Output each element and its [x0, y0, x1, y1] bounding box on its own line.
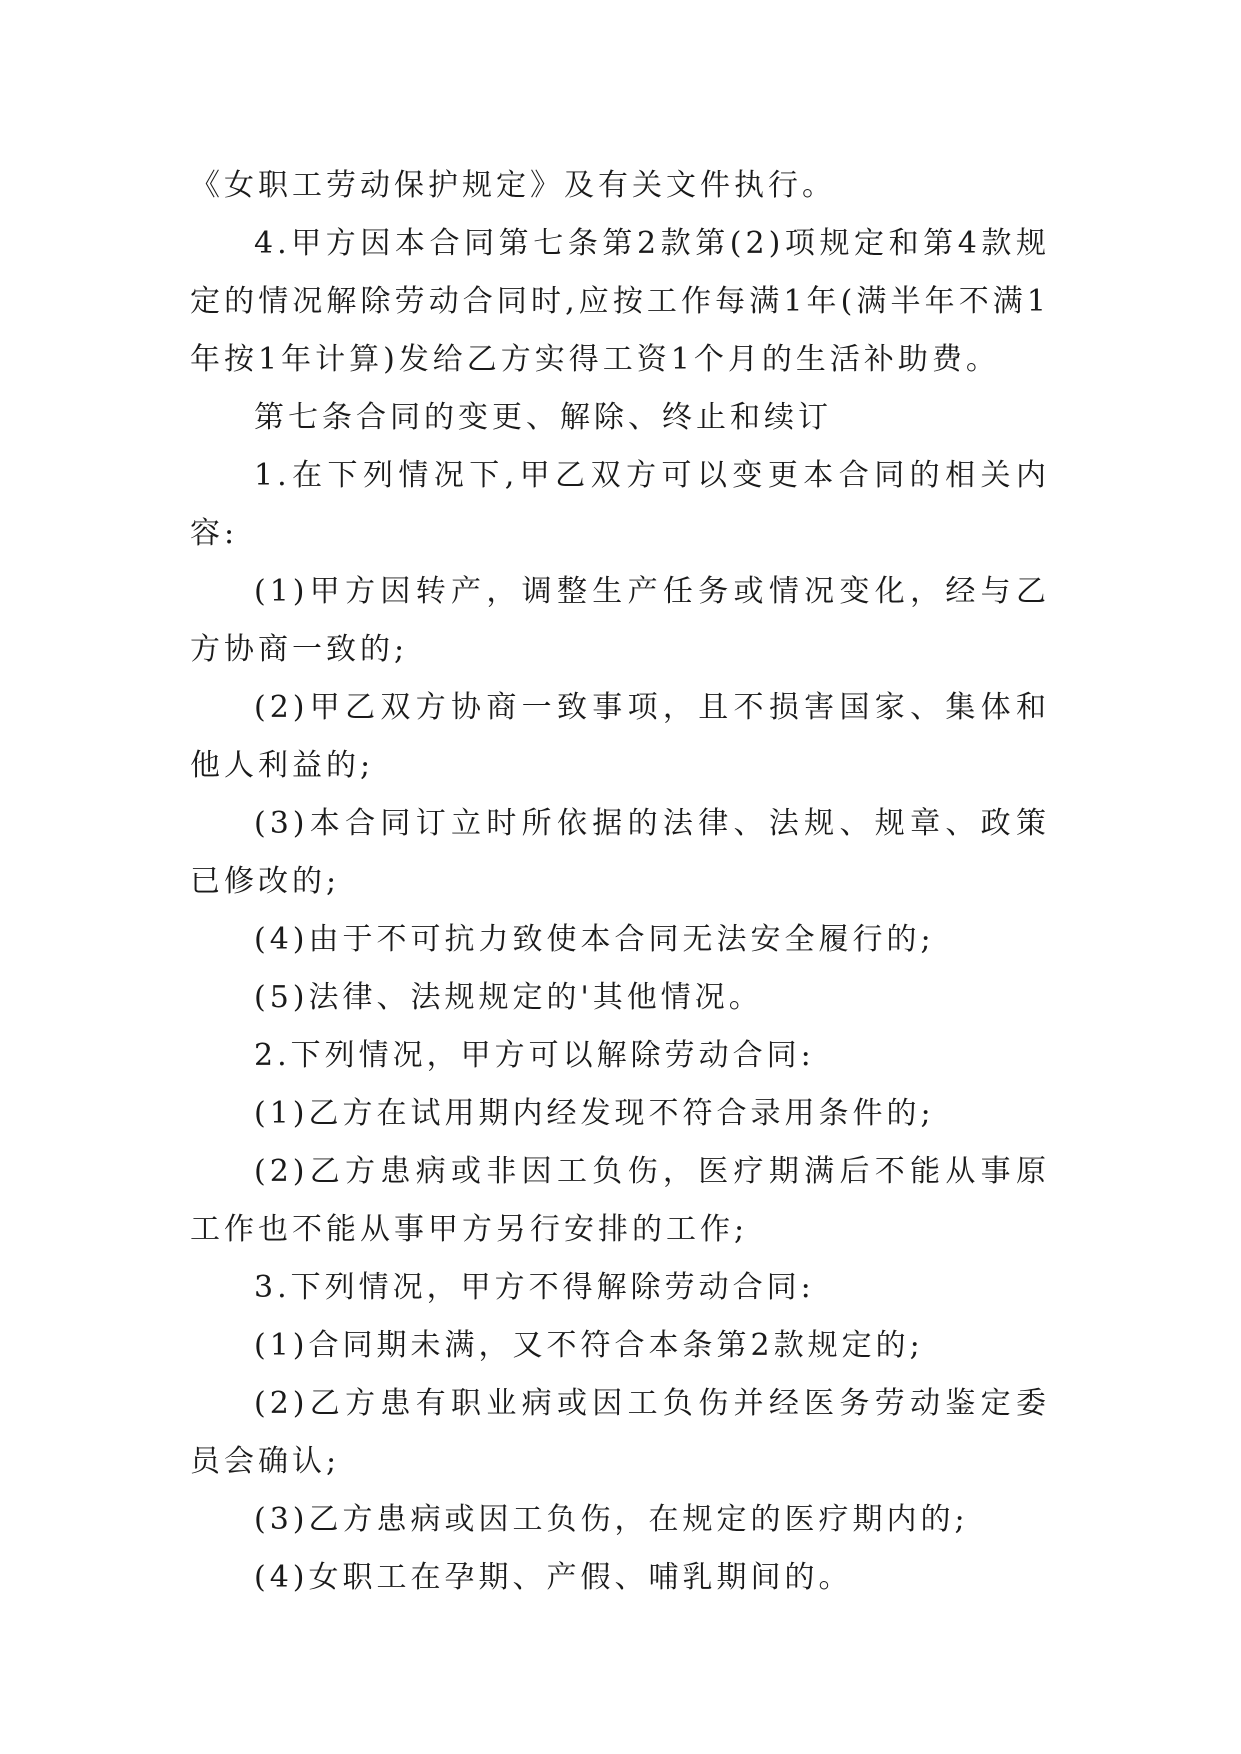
list-item: (2)甲乙双方协商一致事项，且不损害国家、集体和他人利益的; [190, 690, 1050, 783]
list-item: (3)乙方患病或因工负伤，在规定的医疗期内的; [254, 1502, 969, 1537]
paragraph: 《女职工劳动保护规定》及有关文件执行。 [190, 168, 836, 203]
section-heading: 第七条合同的变更、解除、终止和续订 [254, 400, 832, 435]
paragraph: 2.下列情况，甲方可以解除劳动合同: [254, 1038, 815, 1073]
list-item: (4)由于不可抗力致使本合同无法安全履行的; [254, 922, 935, 957]
list-item: (2)乙方患病或非因工负伤，医疗期满后不能从事原工作也不能从事甲方另行安排的工作; [190, 1154, 1050, 1247]
list-item: (1)合同期未满，又不符合本条第2款规定的; [254, 1328, 924, 1363]
list-item: (1)甲方因转产，调整生产任务或情况变化，经与乙方协商一致的; [190, 574, 1050, 667]
paragraph: 1.在下列情况下,甲乙双方可以变更本合同的相关内容: [190, 458, 1050, 551]
list-item: (2)乙方患有职业病或因工负伤并经医务劳动鉴定委员会确认; [190, 1386, 1050, 1479]
paragraph: 3.下列情况，甲方不得解除劳动合同: [254, 1270, 815, 1305]
list-item: (4)女职工在孕期、产假、哺乳期间的。 [254, 1560, 853, 1595]
list-item: (3)本合同订立时所依据的法律、法规、规章、政策已修改的; [190, 806, 1050, 899]
document-body [190, 157, 1050, 1607]
list-item: (5)法律、法规规定的'其他情况。 [254, 980, 763, 1015]
paragraph: 4.甲方因本合同第七条第2款第(2)项规定和第4款规定的情况解除劳动合同时,应按工作每满1年(满半年不满1年按1年计算)发给乙方实得工资1个月的生活补助费。 [190, 226, 1050, 377]
list-item: (1)乙方在试用期内经发现不符合录用条件的; [254, 1096, 935, 1131]
